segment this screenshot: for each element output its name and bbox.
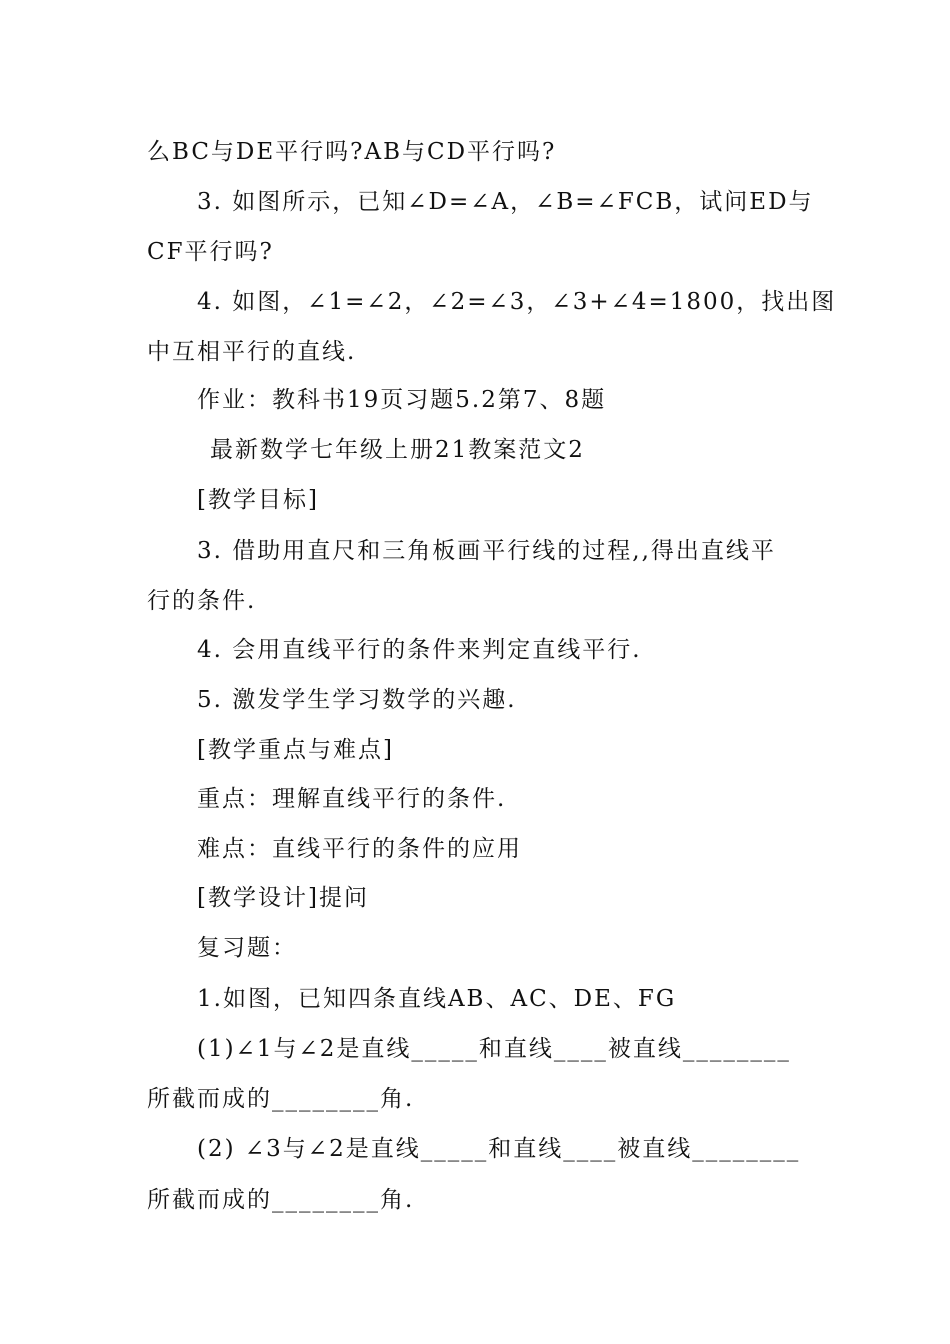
question-3: 3. 如图所示，已知∠D=∠A，∠B=∠FCB，试问ED与 [197, 189, 814, 215]
text-line: 所截而成的________角. [147, 1086, 415, 1112]
heading-teaching-goals: [教学目标] [197, 487, 319, 513]
heading-key-points: [教学重点与难点] [197, 737, 394, 763]
text-line: 行的条件. [147, 588, 257, 614]
sub-question-1: (1)∠1与∠2是直线_____和直线____被直线________ [197, 1036, 791, 1062]
sub-question-2: (2) ∠3与∠2是直线_____和直线____被直线________ [197, 1136, 801, 1162]
text-line: 所截而成的________角. [147, 1187, 415, 1213]
homework-line: 作业：教科书19页习题5.2第7、8题 [197, 387, 607, 413]
text-line: 么BC与DE平行吗?AB与CD平行吗? [147, 139, 557, 165]
goal-5: 5. 激发学生学习数学的兴趣. [197, 687, 517, 713]
key-point: 重点：理解直线平行的条件. [197, 786, 507, 812]
review-heading: 复习题： [197, 935, 297, 961]
goal-4: 4. 会用直线平行的条件来判定直线平行. [197, 637, 642, 663]
heading-teaching-design: [教学设计]提问 [197, 885, 369, 911]
goal-3: 3. 借助用直尺和三角板画平行线的过程,,得出直线平 [197, 538, 776, 564]
difficult-point: 难点：直线平行的条件的应用 [197, 836, 522, 862]
review-question-1: 1.如图，已知四条直线AB、AC、DE、FG [197, 986, 677, 1012]
text-line: CF平行吗? [147, 239, 274, 265]
section-title: 最新数学七年级上册21教案范文2 [210, 437, 585, 463]
question-4: 4. 如图，∠1=∠2，∠2=∠3，∠3+∠4=1800，找出图 [197, 289, 837, 315]
text-line: 中互相平行的直线. [147, 339, 357, 365]
